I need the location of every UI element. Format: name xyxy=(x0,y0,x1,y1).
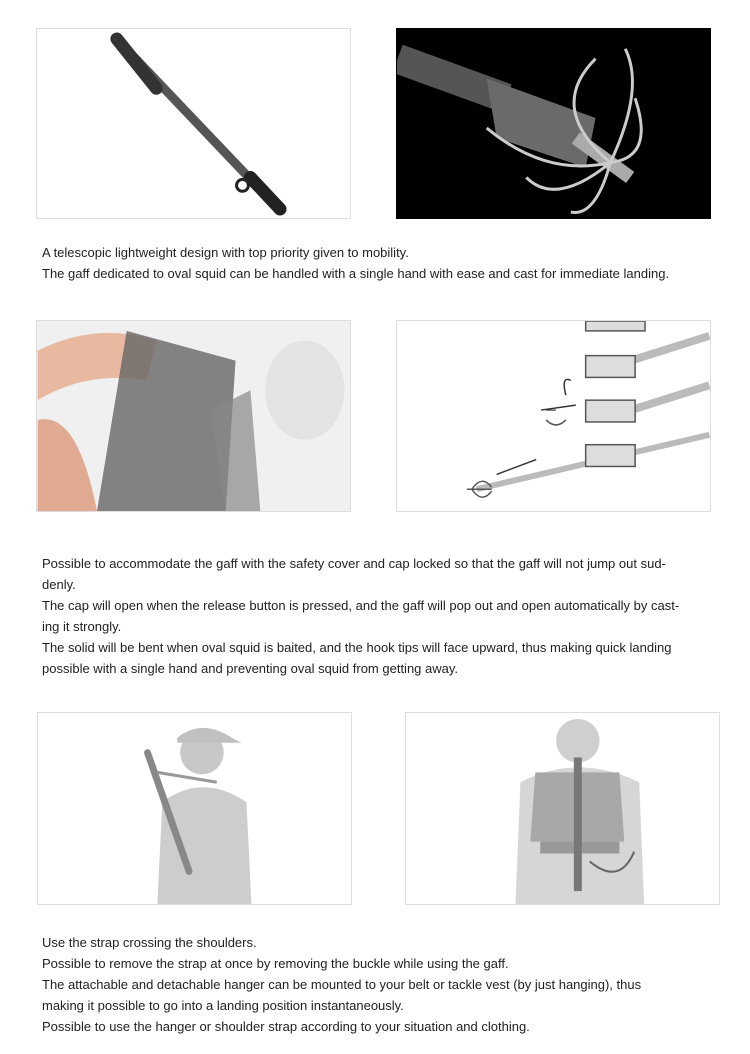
section-1-text xyxy=(42,242,732,284)
text-line: denly. xyxy=(42,577,76,592)
vest-hanger-silhouette xyxy=(405,712,720,905)
text-line: The cap will open when the release button is pressed, and the gaff will pop out and open automatically by cast- xyxy=(42,598,680,613)
gaff-release-diagram xyxy=(396,320,711,512)
section-3-text xyxy=(42,932,732,1037)
telescopic-gaff-photo xyxy=(36,28,351,219)
text-line: Possible to remove the strap at once by removing the buckle while using the gaff. xyxy=(42,956,509,971)
text-line: Possible to accommodate the gaff with the safety cover and cap locked so that the gaff will not jump out sud- xyxy=(42,556,666,571)
shoulder-strap-silhouette xyxy=(37,712,352,905)
text-line: A telescopic lightweight design with top priority given to mobility. xyxy=(42,245,409,260)
text-line: making it possible to go into a landing position instantaneously. xyxy=(42,998,404,1013)
text-line: The gaff dedicated to oval squid can be handled with a single hand with ease and cast for immediate landing. xyxy=(42,266,670,281)
text-line: Use the strap crossing the shoulders. xyxy=(42,935,257,950)
text-line: ing it strongly. xyxy=(42,619,122,634)
text-line: Possible to use the hanger or shoulder strap according to your situation and clothing. xyxy=(42,1019,530,1034)
gaff-hook-closeup-photo xyxy=(396,28,711,219)
text-line: The attachable and detachable hanger can be mounted to your belt or tackle vest (by just hanging), thus xyxy=(42,977,642,992)
gaff-cap-in-hand-photo xyxy=(36,320,351,512)
text-line: The solid will be bent when oval squid is baited, and the hook tips will face upward, thus making quick landing xyxy=(42,640,672,655)
text-line: possible with a single hand and preventing oval squid from getting away. xyxy=(42,661,459,676)
section-2-text xyxy=(42,553,732,679)
